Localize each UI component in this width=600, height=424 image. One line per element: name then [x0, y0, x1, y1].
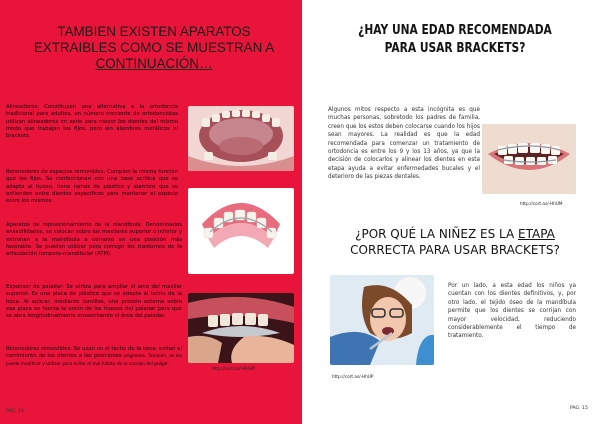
left-page-number: PAG. 14: [6, 409, 24, 414]
palate-photo: [188, 106, 294, 171]
dentist-image-credit[interactable]: http://cort.as/-HhUP: [332, 374, 374, 379]
retainer-photo: [188, 188, 294, 274]
recommended-age-paragraph: Algunos mitos respecto a esta incógnita es que muchas personas, sobretodo los padres de familia, creen que los estos deben colocarse cuando los hijos sean mayores. La realidad es que la edad recomendada para comenzar un tratamiento de ortodoncia es entre los 9 y los 13 años, ya que la decisión de colocarlos y alinear los dientes en esta etapa ayuda a evitar enfermedades bucales y el deterioro de las piezas dentales.: [328, 107, 480, 181]
right-page-title: ¿HAY UNA EDAD RECOMENDADA PARA USAR BRACKETS?: [358, 23, 552, 56]
child-dentist-photo: [330, 275, 434, 365]
braces-smile-photo: [482, 124, 576, 194]
left-image-credit[interactable]: http://cort.as/-HhGM: [212, 366, 255, 371]
right-page: [302, 0, 600, 424]
palate-expander-paragraph: Expansor de paladar: Se utiliza para ampliar el arco del maxilar superior. Es una placa de plástico que se adapta al techo de la boca. Al aplicar, mediante tornillos, una presión externa sobre esa placa se fuerza la unión de los huesos del paladar para que se abra longitudinalmente ensanchando el área del paladar.: [6, 284, 182, 320]
childhood-paragraph: Por un lado, a esta edad los niños ya cuentan con los dientes definitivos, y, por otro lado, el tejido óseo de la mandíbula permite que los dientes se corrijan con mayor velocidad, reduciendo considerablemente el tiempo de tratamiento.: [448, 283, 576, 340]
right-page-number: PAG. 15: [570, 406, 588, 411]
removable-retainers-paragraph: Retenedores removibles: Se usan en el techo de la boca, evitan el corrimiento de los dientes a las posiciones originales. También, se los puede modificar y utilizar para evitar el mal hábito de la succión del pulgar.: [6, 346, 182, 367]
aligners-paragraph: Alineadores: Constituyen una alternativa a la ortodoncia tradicional para adultos, un número creciente de ortodoncistas utilizan alineadores en serie para mover los dientes del mismo modo que trabajan los fijos, pero sin alambres metálicos ni brackets.: [6, 104, 178, 140]
aligner-insertion-photo: [188, 293, 294, 363]
braces-image-credit[interactable]: http://cort.as/-HhUM: [520, 201, 563, 206]
jaw-repositioning-paragraph: Aparatos de reposicionamiento de la mandíbula: Denominados ensabllidados, se colocan sobre los maxilares superior o inferior y entrenan a la mandíbula a cerrarse en una posición más favorable. Se pueden utilizar para corregir los trastornos de la articulación temporo-mandibular (ATM).: [6, 222, 182, 258]
childhood-subtitle: ¿POR QUÉ LA NIÑEZ ES LA ETAPA CORRECTA PARA USAR BRACKETS?: [350, 227, 560, 257]
space-retainers-paragraph: Retenedores de espacios removibles: Cumplen la misma función que los fijos. Se confeccionan con una base acrílica que se adapta al hueso, tiene ramas de plástico y alambre que se extienden entre dientes específicos para mantener el espacio entre los mismos.: [6, 169, 178, 205]
left-page-title: TAMBIEN EXISTEN APARATOS EXTRAIBLES COMO SE MUESTRAN A CONTINUACIÓN…: [33, 24, 275, 71]
